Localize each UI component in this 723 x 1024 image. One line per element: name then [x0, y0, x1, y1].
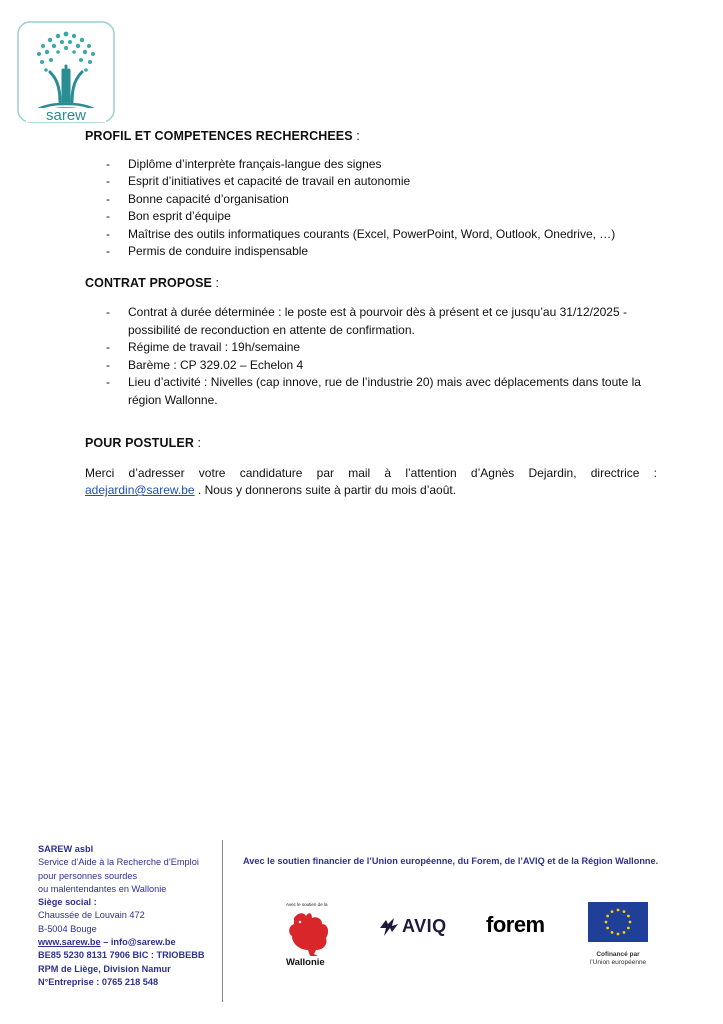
list-item: - Régime de travail : 19h/semaine: [85, 339, 657, 357]
eu-star-icon: [623, 910, 626, 913]
list-item: - Barème : CP 329.02 – Echelon 4: [85, 357, 657, 375]
aviq-symbol-icon: [378, 918, 400, 936]
website-link[interactable]: www.sarew.be: [38, 937, 101, 948]
list-item: - Esprit d’initiatives et capacité de travail en autonomie: [85, 173, 657, 191]
svg-text:Avec le soutien de la: Avec le soutien de la: [286, 902, 328, 907]
contract-list: [85, 304, 657, 409]
eu-flag-icon: [588, 902, 648, 942]
forem-logo: forem: [486, 912, 545, 937]
eu-star-icon: [611, 931, 614, 934]
list-item: - Bon esprit d’équipe: [85, 208, 657, 226]
footer-email: – info@sarew.be: [100, 937, 176, 948]
eu-star-icon: [627, 927, 630, 930]
eu-star-icon: [606, 927, 609, 930]
footer-divider: [222, 840, 223, 1002]
footer: [0, 838, 723, 1018]
section-profil: [85, 128, 657, 261]
list-item: - Lieu d’activité : Nivelles (cap innove, rue de l’industrie 20) mais avec déplacements dans toute la région Wallonne.: [85, 374, 657, 409]
eu-logo: Cofinancé par l’Union européenne: [588, 902, 648, 964]
rooster-icon: [289, 913, 328, 956]
list-item: - Diplôme d’interprète français-langue des signes: [85, 156, 657, 174]
list-item: - Maîtrise des outils informatiques courants (Excel, PowerPoint, Word, Outlook, Onedrive, …): [85, 226, 657, 244]
aviq-logo: AVIQ: [378, 916, 447, 937]
list-item: - Bonne capacité d’organisation: [85, 191, 657, 209]
list-item: - Permis de conduire indispensable: [85, 243, 657, 261]
wallonie-logo: [284, 900, 334, 968]
email-link[interactable]: adejardin@sarew.be: [85, 483, 195, 497]
eu-star-icon: [617, 933, 620, 936]
eu-star-icon: [623, 931, 626, 934]
section-heading: PROFIL ET COMPETENCES RECHERCHEES :: [85, 129, 360, 143]
section-heading: POUR POSTULER :: [85, 436, 202, 450]
eu-star-icon: [627, 915, 630, 918]
sarew-logo: [16, 20, 116, 126]
eu-star-icon: [629, 921, 632, 924]
section-postuler: [85, 435, 657, 500]
application-paragraph: Merci d’adresser votre candidature par mail à l’attention d’Agnès Dejardin, directrice : adejardin@sarew.be . Nous y donnerons suite à partir du mois d’août.: [85, 465, 657, 497]
logo-text: sarew: [45, 107, 87, 124]
svg-text:Wallonie: Wallonie: [286, 957, 325, 968]
eu-star-icon: [606, 915, 609, 918]
eu-star-icon: [605, 921, 608, 924]
footer-contact-block: SAREW asbl Service d’Aide à la Recherche d’Emploi pour personnes sourdes ou malentendantes en Wallonie Siège social : Chaussée de Louvain 472 B-5004 Bouge www.sarew.be – info@sarew.be BE85 5230 8131 7906 BIC : TRIOBEBB RPM de Liège, Division Namur N°Entreprise : 0765 218 548: [38, 844, 205, 987]
section-heading: CONTRAT PROPOSE :: [85, 275, 220, 290]
requirements-list: [85, 156, 657, 261]
list-item: - Contrat à durée déterminée : le poste est à pourvoir dès à présent et ce jusqu’au 31/12/2025 - possibilité de reconduction en attente de confirmation.: [85, 304, 657, 339]
org-name: SAREW asbl: [38, 844, 94, 854]
section-contrat: [85, 275, 657, 410]
support-statement: Avec le soutien financier de l’Union européenne, du Forem, de l’AVIQ et de la Région Wallonne.: [243, 856, 659, 866]
eu-star-icon: [617, 909, 620, 912]
eu-star-icon: [611, 910, 614, 913]
document-body: [85, 128, 657, 500]
